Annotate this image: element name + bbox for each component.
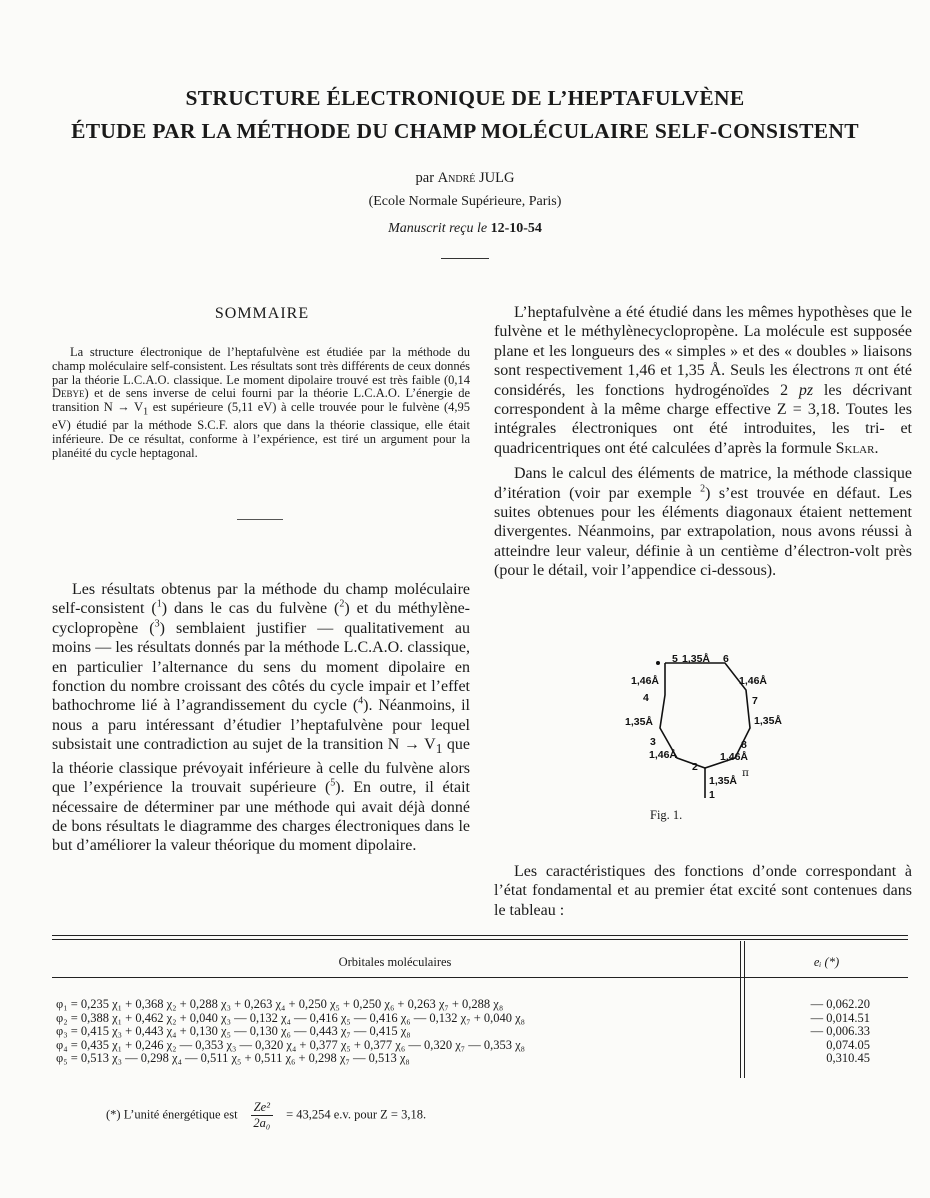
bond-2-3-label: 1,46Å	[649, 749, 678, 761]
left-text-c: ) et du méthylène-cyclopropène (	[52, 600, 471, 637]
right-text-f: Les caractéristiques des fonctions d’onde correspondant à l’état fondamental et au premier état excité sont contenues dans le tableau :	[494, 863, 912, 919]
bond-7-8-label: 1,35Å	[754, 715, 783, 727]
bond-1-2-label: 1,35Å	[709, 775, 738, 787]
sommaire-text-c: est supérieure (5,11 eV) à celle trouvée pour le fulvène (4,95 eV) étudié par la méthode S.C.F. alors que dans la théorie classique, elle était inférieure. De ce résultat, conforme à l’expérience, est tiré un argument pour la planéité du cycle heptagonal.	[52, 400, 470, 461]
dot-mark	[656, 661, 660, 665]
right-text-e: ) s’est trouvée en défaut. Les suites obtenues pour les éléments diagonaux étaient nettement divergentes. Néanmoins, par extrapolation, nous avons réussi à atteindre leur valeur, définie à un centième d’électron-volt près (pour le détail, voir l’appendice ci-dessous).	[494, 484, 912, 580]
atom-6: 6	[723, 653, 729, 665]
author-prefix: par	[415, 170, 435, 186]
author-last-name: JULG	[479, 170, 515, 186]
table-vertical-divider	[740, 941, 741, 1078]
table-row: φ₄ = 0,435 χ₁ + 0,246 χ₂ — 0,353 χ₃ — 0,320 χ₄ + 0,377 χ₅ + 0,377 χ₆ — 0,320 χ₇ — 0,353 χ₈	[56, 1037, 526, 1052]
bond-3-4-label: 1,35Å	[625, 716, 654, 728]
left-text-d: ) semblaient justifier — qualitativement au moins — les résultats donnés par la méthode L.C.A.O. classique, en particulier l’alternance du sens du moment dipolaire en fonction du nombre croissant des côtés du cycle impair et l’effet bathochrome lié à l’agrandissement du cycle (	[52, 619, 471, 715]
pi-mark: π	[742, 767, 749, 779]
received-line	[0, 221, 930, 237]
right-column-closing	[494, 862, 912, 920]
table-cell-energy: — 0,014.51	[810, 1010, 870, 1025]
atom-5: 5	[672, 653, 678, 665]
footnote-text-a: (*) L’unité énergétique est	[106, 1107, 238, 1122]
author-line	[0, 170, 930, 187]
subscript: 1	[435, 741, 443, 757]
table-header-rule	[52, 977, 908, 978]
left-column-body	[52, 580, 470, 856]
left-text-a: Les résultats obtenus par la méthode du champ moléculaire self-consistent (	[52, 581, 470, 618]
table-top-rule	[52, 935, 908, 936]
sommaire-abstract	[52, 346, 470, 461]
left-text-f: que la théorie classique prévoyait inférieure à celle du fulvène alors que l’expérience la trouvait supérieure (	[52, 736, 470, 797]
atom-4: 4	[643, 692, 649, 704]
fraction-denominator: 2a₀	[253, 1116, 271, 1130]
heptafulvene-figure	[615, 650, 795, 800]
bond-5-6-label: 1,35Å	[682, 653, 711, 665]
bond-8-2-label: 1,46Å	[720, 751, 749, 763]
affiliation: (Ecole Normale Supérieure, Paris)	[368, 194, 562, 209]
pz-symbol: pz	[798, 381, 814, 399]
atom-1: 1	[709, 789, 715, 800]
title-line-2: ÉTUDE PAR LA MÉTHODE DU CHAMP MOLÉCULAIRE SELF-CONSISTENT	[71, 119, 859, 143]
table-cell-energy: — 0,062.20	[810, 997, 870, 1011]
debye-name: Debye	[52, 386, 85, 401]
right-column-body	[494, 303, 912, 581]
ref-4: 4	[358, 696, 364, 708]
table-footnote	[106, 1100, 426, 1131]
sommaire-text-a: La structure électronique de l’heptafulvène est étudiée par la méthode du champ moléculaire self-consistent. Les résultats sont très différents de ceux donnés par la théorie L.C.A.O. classique. Le moment dipolaire trouvé est très faible (0,14	[52, 345, 470, 387]
table-row: φ₅ = 0,513 χ₃ — 0,298 χ₄ — 0,511 χ₅ + 0,511 χ₆ + 0,298 χ₇ — 0,513 χ₈	[56, 1051, 410, 1065]
ref-2: 2	[700, 483, 706, 495]
left-text-g: ). En outre, il était nécessaire de déterminer par une méthode qui avait déjà donné de bons résultats le diagramme des charges électroniques dans le but d’améliorer la valeur théorique du moment dipolaire.	[52, 779, 470, 855]
ref-5: 5	[330, 777, 336, 789]
received-date: 12-10-54	[490, 221, 542, 236]
left-text-e: ). Néanmoins, il nous a paru intéressant d’étudier l’heptafulvène pour lequel subsistait une contradiction au sujet de la transition N → V	[52, 697, 470, 754]
ref-2: 2	[339, 599, 345, 611]
right-text-d: Dans le calcul des éléments de matrice, la méthode classique d’itération (voir par exemple	[494, 465, 912, 502]
received-label: Manuscrit reçu le	[388, 221, 488, 236]
atom-2: 2	[692, 761, 698, 773]
subscript: 1	[143, 406, 149, 418]
right-text-a: L’heptafulvène a été étudié dans les mêmes hypothèses que le fulvène et le méthylènecyclopropène. La molécule est supposée plane et les longueurs des « simples » et des « doubles » liaisons sont respectivement 1,46 et 1,35 Å. Seuls les électrons π ont été considérés, les fonctions hydrogénoïdes 2	[494, 304, 913, 399]
table-cell-energy: 0,310.45	[826, 1051, 870, 1065]
right-text-b: les décrivant correspondent à la même charge effective Z = 3,18. Toutes les intégrales électroniques ont été introduites, les tri- et quadricentriques ont été calculées d’après la formule	[494, 381, 912, 457]
sommaire-text-b: ) et de sens inverse de celui fourni par la théorie L.C.A.O. L’énergie de transition N → V	[52, 386, 470, 415]
table-header-energy: eᵢ (*)	[813, 955, 840, 969]
table-top-rule-2	[52, 939, 908, 940]
atom-3: 3	[650, 736, 656, 748]
ref-1: 1	[156, 599, 162, 611]
fraction-numerator: Ze²	[251, 1100, 273, 1116]
table-cell-energy: 0,074.05	[826, 1037, 870, 1052]
table-row: φ₂ = 0,388 χ₁ + 0,462 χ₂ + 0,040 χ₃ — 0,132 χ₄ — 0,416 χ₅ — 0,416 χ₆ — 0,132 χ₇ + 0,040 χ₈	[56, 1010, 526, 1025]
figure-caption: Fig. 1.	[650, 808, 683, 822]
table-orbitals-column	[56, 998, 738, 1066]
title-line-1: STRUCTURE ÉLECTRONIQUE DE L’HEPTAFULVÈNE	[185, 86, 745, 110]
table-row: φ₃ = 0,415 χ₃ + 0,443 χ₄ + 0,130 χ₅ — 0,130 χ₆ — 0,443 χ₇ — 0,415 χ₈	[56, 1024, 411, 1038]
ref-3: 3	[154, 618, 160, 630]
right-text-c: .	[874, 439, 879, 457]
table-row: φ₁ = 0,235 χ₁ + 0,368 χ₂ + 0,288 χ₃ + 0,263 χ₄ + 0,250 χ₅ + 0,250 χ₆ + 0,263 χ₇ + 0,288 χ₈	[56, 997, 504, 1011]
sommaire-heading: SOMMAIRE	[214, 305, 310, 322]
bond-4-5-label: 1,46Å	[631, 675, 660, 687]
bond-6-7-label: 1,46Å	[739, 675, 768, 687]
footnote-text-b: = 43,254 e.v. pour Z = 3,18.	[286, 1107, 427, 1122]
footnote-fraction	[251, 1100, 273, 1131]
table-energy-column	[750, 998, 870, 1066]
left-text-b: ) dans le cas du fulvène (	[161, 600, 340, 618]
sommaire-divider	[237, 519, 283, 520]
header-divider	[441, 258, 489, 259]
atom-7: 7	[752, 695, 758, 707]
atom-8: 8	[741, 739, 747, 751]
sklar-name: Sklar	[835, 439, 875, 457]
table-header-orbitals: Orbitales moléculaires	[338, 955, 452, 969]
table-cell-energy: — 0,006.33	[810, 1024, 870, 1038]
author-first-name: André	[437, 170, 476, 186]
